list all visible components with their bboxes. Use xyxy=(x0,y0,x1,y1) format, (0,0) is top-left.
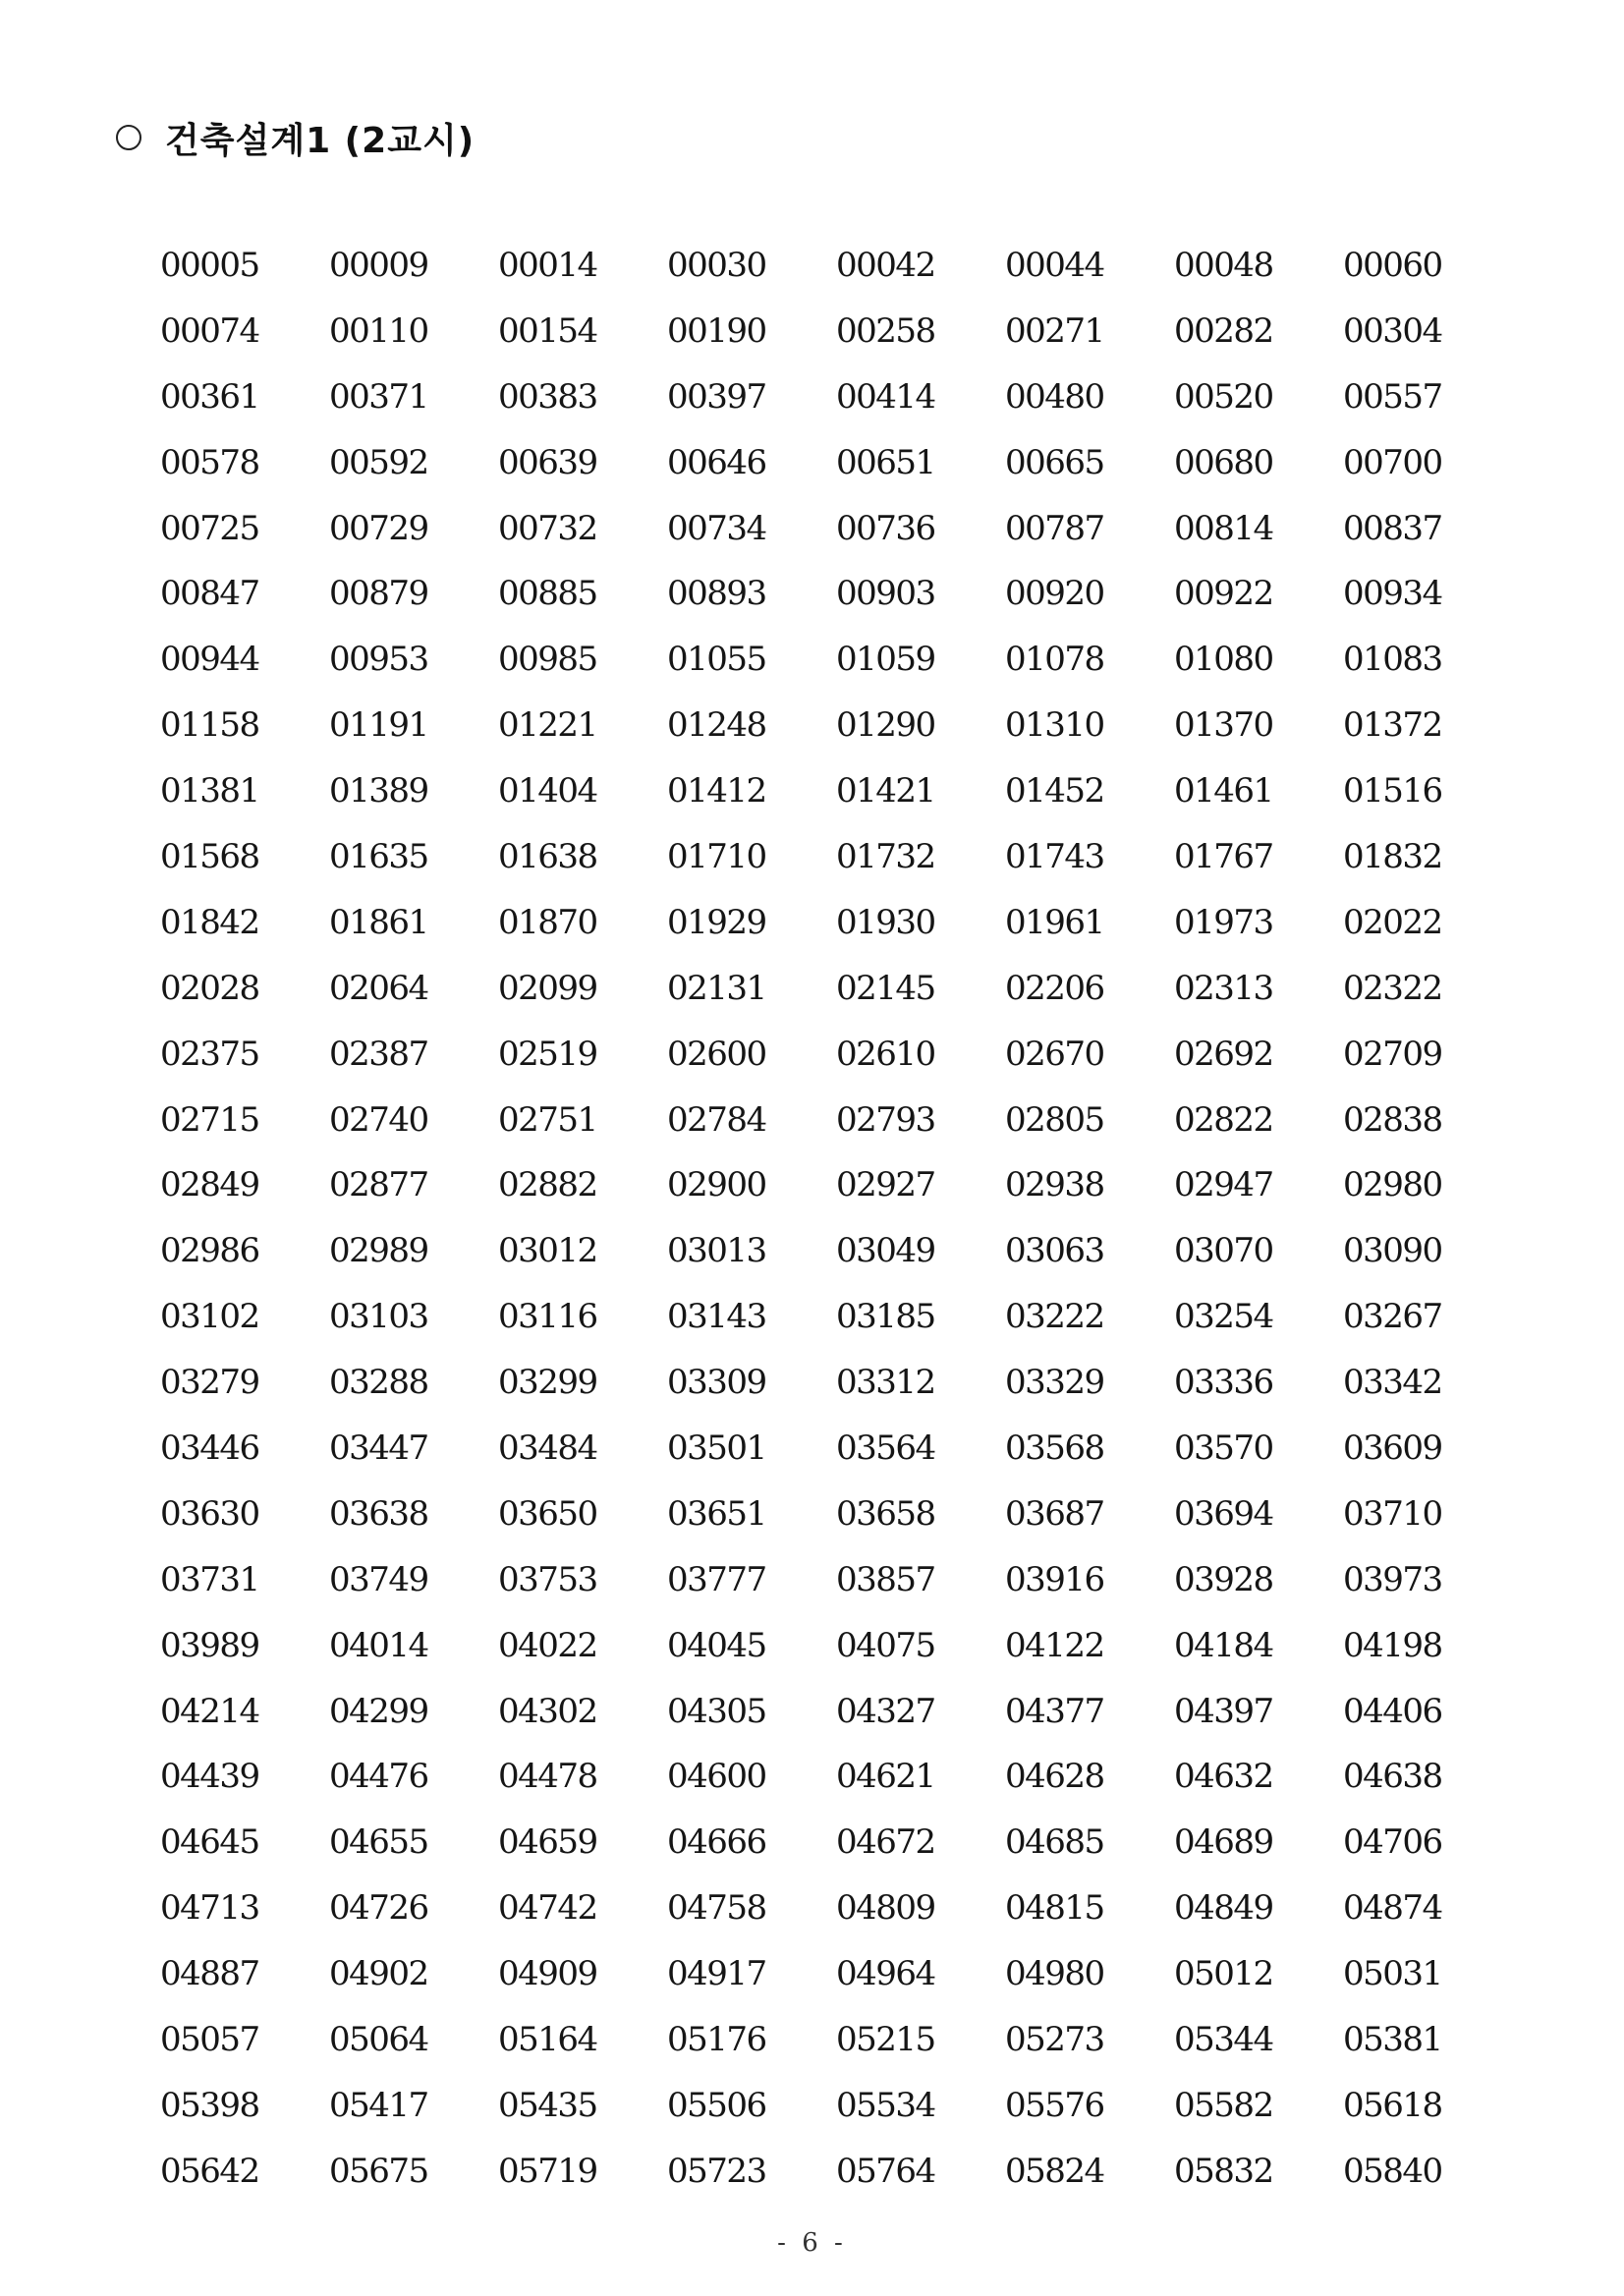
number-cell: 01191 xyxy=(329,705,428,746)
number-cell: 04917 xyxy=(667,1954,766,1994)
number-cell: 00044 xyxy=(1005,246,1104,285)
number-cell: 04022 xyxy=(498,1625,597,1665)
number-cell: 01842 xyxy=(160,902,259,942)
number-cell: 01083 xyxy=(1343,640,1442,680)
number-cell: 05064 xyxy=(329,2020,428,2060)
number-cell: 02989 xyxy=(329,1231,428,1271)
number-cell: 00030 xyxy=(667,246,766,285)
number-cell: 02519 xyxy=(498,1034,597,1074)
number-cell: 03989 xyxy=(160,1625,259,1665)
number-cell: 03928 xyxy=(1174,1559,1273,1599)
number-cell: 02927 xyxy=(836,1165,935,1205)
number-cell: 01370 xyxy=(1174,705,1273,746)
number-cell: 00074 xyxy=(160,310,259,351)
number-cell: 01404 xyxy=(498,771,597,812)
number-cell: 01973 xyxy=(1174,902,1273,942)
circle-bullet-icon xyxy=(116,125,141,150)
number-cell: 02064 xyxy=(329,968,428,1008)
number-cell: 01743 xyxy=(1005,837,1104,877)
number-cell: 05642 xyxy=(160,2151,259,2191)
number-cell: 03638 xyxy=(329,1493,428,1534)
number-cell: 01381 xyxy=(160,771,259,812)
number-cell: 02206 xyxy=(1005,968,1104,1008)
number-cell: 01516 xyxy=(1343,771,1442,812)
number-cell: 03329 xyxy=(1005,1363,1104,1403)
number-cell: 01158 xyxy=(160,705,259,746)
number-cell: 02375 xyxy=(160,1034,259,1074)
number-cell: 00734 xyxy=(667,508,766,548)
number-cell: 00557 xyxy=(1343,376,1442,417)
number-cell: 01767 xyxy=(1174,837,1273,877)
number-cell: 03312 xyxy=(836,1363,935,1403)
number-cell: 02986 xyxy=(160,1231,259,1271)
number-cell: 05012 xyxy=(1174,1954,1273,1994)
number-cell: 02938 xyxy=(1005,1165,1104,1205)
number-cell: 00258 xyxy=(836,310,935,351)
number-cell: 02022 xyxy=(1343,902,1442,942)
number-cell: 01638 xyxy=(498,837,597,877)
number-cell: 00953 xyxy=(329,640,428,680)
number-cell: 00680 xyxy=(1174,442,1273,482)
number-cell: 03090 xyxy=(1343,1231,1442,1271)
number-cell: 00361 xyxy=(160,376,259,417)
number-cell: 03013 xyxy=(667,1231,766,1271)
number-cell: 04672 xyxy=(836,1822,935,1863)
number-cell: 05675 xyxy=(329,2151,428,2191)
number-cell: 05435 xyxy=(498,2085,597,2125)
number-cell: 04476 xyxy=(329,1757,428,1797)
number-cell: 00725 xyxy=(160,508,259,548)
number-cell: 04902 xyxy=(329,1954,428,1994)
number-cell: 04198 xyxy=(1343,1625,1442,1665)
number-cell: 00837 xyxy=(1343,508,1442,548)
number-cell: 01732 xyxy=(836,837,935,877)
number-cell: 01452 xyxy=(1005,771,1104,812)
number-cell: 04685 xyxy=(1005,1822,1104,1863)
number-cell: 04964 xyxy=(836,1954,935,1994)
number-cell: 02805 xyxy=(1005,1099,1104,1140)
number-cell: 03731 xyxy=(160,1559,259,1599)
number-cell: 05381 xyxy=(1343,2020,1442,2060)
number-cell: 02322 xyxy=(1343,968,1442,1008)
number-cell: 00009 xyxy=(329,246,428,285)
number-cell: 03309 xyxy=(667,1363,766,1403)
number-cell: 01710 xyxy=(667,837,766,877)
number-cell: 01568 xyxy=(160,837,259,877)
number-cell: 02822 xyxy=(1174,1099,1273,1140)
number-cell: 03609 xyxy=(1343,1428,1442,1469)
number-cell: 03102 xyxy=(160,1297,259,1337)
number-cell: 03564 xyxy=(836,1428,935,1469)
number-cell: 01421 xyxy=(836,771,935,812)
number-cell: 02692 xyxy=(1174,1034,1273,1074)
number-cell: 04632 xyxy=(1174,1757,1273,1797)
number-cell: 05723 xyxy=(667,2151,766,2191)
number-cell: 03447 xyxy=(329,1428,428,1469)
number-cell: 04621 xyxy=(836,1757,935,1797)
number-cell: 01961 xyxy=(1005,902,1104,942)
number-cell: 00736 xyxy=(836,508,935,548)
number-cell: 00985 xyxy=(498,640,597,680)
number-cell: 00048 xyxy=(1174,246,1273,285)
number-cell: 00646 xyxy=(667,442,766,482)
number-cell: 00651 xyxy=(836,442,935,482)
number-cell: 00885 xyxy=(498,574,597,614)
number-cell: 04184 xyxy=(1174,1625,1273,1665)
number-cell: 00578 xyxy=(160,442,259,482)
number-cell: 01461 xyxy=(1174,771,1273,812)
number-cell: 02947 xyxy=(1174,1165,1273,1205)
number-cell: 00005 xyxy=(160,246,259,285)
number-cell: 01290 xyxy=(836,705,935,746)
number-cell: 03103 xyxy=(329,1297,428,1337)
number-cell: 03651 xyxy=(667,1493,766,1534)
number-cell: 03857 xyxy=(836,1559,935,1599)
number-cell: 00592 xyxy=(329,442,428,482)
number-cell: 00371 xyxy=(329,376,428,417)
number-cell: 04655 xyxy=(329,1822,428,1863)
number-cell: 04980 xyxy=(1005,1954,1104,1994)
number-cell: 04600 xyxy=(667,1757,766,1797)
number-cell: 02849 xyxy=(160,1165,259,1205)
number-list xyxy=(160,241,1516,2212)
number-cell: 03753 xyxy=(498,1559,597,1599)
number-cell: 05618 xyxy=(1343,2085,1442,2125)
number-cell: 04406 xyxy=(1343,1691,1442,1731)
number-cell: 01078 xyxy=(1005,640,1104,680)
number-cell: 03777 xyxy=(667,1559,766,1599)
number-cell: 03658 xyxy=(836,1493,935,1534)
number-cell: 03916 xyxy=(1005,1559,1104,1599)
number-cell: 04809 xyxy=(836,1888,935,1929)
number-cell: 04377 xyxy=(1005,1691,1104,1731)
number-cell: 02980 xyxy=(1343,1165,1442,1205)
number-cell: 04478 xyxy=(498,1757,597,1797)
number-cell: 02751 xyxy=(498,1099,597,1140)
number-cell: 03501 xyxy=(667,1428,766,1469)
number-cell: 00922 xyxy=(1174,574,1273,614)
number-cell: 02793 xyxy=(836,1099,935,1140)
number-cell: 02709 xyxy=(1343,1034,1442,1074)
number-cell: 02838 xyxy=(1343,1099,1442,1140)
number-cell: 02670 xyxy=(1005,1034,1104,1074)
number-cell: 03973 xyxy=(1343,1559,1442,1599)
number-cell: 05824 xyxy=(1005,2151,1104,2191)
number-cell: 03570 xyxy=(1174,1428,1273,1469)
number-cell: 00879 xyxy=(329,574,428,614)
number-cell: 04638 xyxy=(1343,1757,1442,1797)
number-cell: 03342 xyxy=(1343,1363,1442,1403)
number-cell: 03568 xyxy=(1005,1428,1104,1469)
number-cell: 02715 xyxy=(160,1099,259,1140)
number-cell: 00060 xyxy=(1343,246,1442,285)
number-cell: 03687 xyxy=(1005,1493,1104,1534)
number-cell: 00282 xyxy=(1174,310,1273,351)
number-cell: 04874 xyxy=(1343,1888,1442,1929)
section-title: 건축설계1 (2교시) xyxy=(165,120,476,161)
number-cell: 00397 xyxy=(667,376,766,417)
number-cell: 01248 xyxy=(667,705,766,746)
number-cell: 00847 xyxy=(160,574,259,614)
number-cell: 03143 xyxy=(667,1297,766,1337)
number-cell: 03336 xyxy=(1174,1363,1273,1403)
number-cell: 01059 xyxy=(836,640,935,680)
number-cell: 02740 xyxy=(329,1099,428,1140)
number-cell: 01412 xyxy=(667,771,766,812)
number-cell: 05344 xyxy=(1174,2020,1273,2060)
number-cell: 05273 xyxy=(1005,2020,1104,2060)
number-cell: 00920 xyxy=(1005,574,1104,614)
number-cell: 05719 xyxy=(498,2151,597,2191)
number-cell: 04327 xyxy=(836,1691,935,1731)
number-cell: 03484 xyxy=(498,1428,597,1469)
page-number: - 6 - xyxy=(777,2228,847,2258)
number-cell: 01929 xyxy=(667,902,766,942)
number-cell: 03116 xyxy=(498,1297,597,1337)
number-cell: 02877 xyxy=(329,1165,428,1205)
number-cell: 05398 xyxy=(160,2085,259,2125)
number-cell: 00944 xyxy=(160,640,259,680)
number-cell: 02784 xyxy=(667,1099,766,1140)
number-cell: 03710 xyxy=(1343,1493,1442,1534)
number-cell: 05764 xyxy=(836,2151,935,2191)
number-cell: 01870 xyxy=(498,902,597,942)
number-cell: 04305 xyxy=(667,1691,766,1731)
number-cell: 02145 xyxy=(836,968,935,1008)
number-cell: 02028 xyxy=(160,968,259,1008)
number-cell: 04299 xyxy=(329,1691,428,1731)
number-cell: 02387 xyxy=(329,1034,428,1074)
number-cell: 02882 xyxy=(498,1165,597,1205)
number-cell: 00304 xyxy=(1343,310,1442,351)
number-cell: 05506 xyxy=(667,2085,766,2125)
number-cell: 05215 xyxy=(836,2020,935,2060)
number-cell: 00934 xyxy=(1343,574,1442,614)
number-cell: 00014 xyxy=(498,246,597,285)
number-cell: 01832 xyxy=(1343,837,1442,877)
number-cell: 00110 xyxy=(329,310,428,351)
number-cell: 05176 xyxy=(667,2020,766,2060)
number-cell: 05164 xyxy=(498,2020,597,2060)
number-cell: 04014 xyxy=(329,1625,428,1665)
number-cell: 03185 xyxy=(836,1297,935,1337)
number-cell: 00520 xyxy=(1174,376,1273,417)
number-cell: 05582 xyxy=(1174,2085,1273,2125)
number-cell: 04742 xyxy=(498,1888,597,1929)
number-cell: 00732 xyxy=(498,508,597,548)
number-cell: 04302 xyxy=(498,1691,597,1731)
number-cell: 02900 xyxy=(667,1165,766,1205)
number-cell: 01055 xyxy=(667,640,766,680)
number-cell: 05840 xyxy=(1343,2151,1442,2191)
number-cell: 01310 xyxy=(1005,705,1104,746)
number-cell: 05534 xyxy=(836,2085,935,2125)
number-cell: 04628 xyxy=(1005,1757,1104,1797)
number-cell: 03222 xyxy=(1005,1297,1104,1337)
number-cell: 04849 xyxy=(1174,1888,1273,1929)
number-cell: 01635 xyxy=(329,837,428,877)
number-cell: 04659 xyxy=(498,1822,597,1863)
number-cell: 03288 xyxy=(329,1363,428,1403)
number-cell: 00700 xyxy=(1343,442,1442,482)
number-cell: 04706 xyxy=(1343,1822,1442,1863)
number-cell: 04075 xyxy=(836,1625,935,1665)
number-cell: 03749 xyxy=(329,1559,428,1599)
number-cell: 00814 xyxy=(1174,508,1273,548)
number-cell: 00903 xyxy=(836,574,935,614)
number-cell: 03694 xyxy=(1174,1493,1273,1534)
number-cell: 01080 xyxy=(1174,640,1273,680)
number-cell: 04689 xyxy=(1174,1822,1273,1863)
number-cell: 04909 xyxy=(498,1954,597,1994)
number-cell: 01930 xyxy=(836,902,935,942)
number-cell: 03299 xyxy=(498,1363,597,1403)
number-cell: 04439 xyxy=(160,1757,259,1797)
number-cell: 05832 xyxy=(1174,2151,1273,2191)
number-cell: 01861 xyxy=(329,902,428,942)
number-cell: 00893 xyxy=(667,574,766,614)
number-cell: 00639 xyxy=(498,442,597,482)
number-cell: 03049 xyxy=(836,1231,935,1271)
number-cell: 03630 xyxy=(160,1493,259,1534)
number-cell: 00042 xyxy=(836,246,935,285)
number-cell: 00480 xyxy=(1005,376,1104,417)
number-cell: 01221 xyxy=(498,705,597,746)
number-cell: 03267 xyxy=(1343,1297,1442,1337)
number-cell: 04758 xyxy=(667,1888,766,1929)
number-cell: 02600 xyxy=(667,1034,766,1074)
number-cell: 03070 xyxy=(1174,1231,1273,1271)
number-cell: 02610 xyxy=(836,1034,935,1074)
number-cell: 00190 xyxy=(667,310,766,351)
number-cell: 05057 xyxy=(160,2020,259,2060)
number-cell: 00729 xyxy=(329,508,428,548)
number-cell: 00665 xyxy=(1005,442,1104,482)
number-cell: 03279 xyxy=(160,1363,259,1403)
number-cell: 04666 xyxy=(667,1822,766,1863)
number-cell: 04815 xyxy=(1005,1888,1104,1929)
number-cell: 02099 xyxy=(498,968,597,1008)
number-cell: 00271 xyxy=(1005,310,1104,351)
number-cell: 05031 xyxy=(1343,1954,1442,1994)
number-cell: 04214 xyxy=(160,1691,259,1731)
number-cell: 00383 xyxy=(498,376,597,417)
section-heading xyxy=(116,108,475,167)
number-cell: 05417 xyxy=(329,2085,428,2125)
number-cell: 03446 xyxy=(160,1428,259,1469)
number-cell: 04397 xyxy=(1174,1691,1273,1731)
number-cell: 01372 xyxy=(1343,705,1442,746)
number-cell: 03012 xyxy=(498,1231,597,1271)
number-cell: 03650 xyxy=(498,1493,597,1534)
number-cell: 04713 xyxy=(160,1888,259,1929)
number-cell: 03063 xyxy=(1005,1231,1104,1271)
number-cell: 04045 xyxy=(667,1625,766,1665)
number-cell: 04726 xyxy=(329,1888,428,1929)
number-cell: 03254 xyxy=(1174,1297,1273,1337)
number-cell: 00154 xyxy=(498,310,597,351)
number-cell: 00414 xyxy=(836,376,935,417)
number-cell: 02313 xyxy=(1174,968,1273,1008)
number-cell: 02131 xyxy=(667,968,766,1008)
number-cell: 04645 xyxy=(160,1822,259,1863)
number-cell: 05576 xyxy=(1005,2085,1104,2125)
number-cell: 04122 xyxy=(1005,1625,1104,1665)
number-cell: 04887 xyxy=(160,1954,259,1994)
number-cell: 01389 xyxy=(329,771,428,812)
number-cell: 00787 xyxy=(1005,508,1104,548)
